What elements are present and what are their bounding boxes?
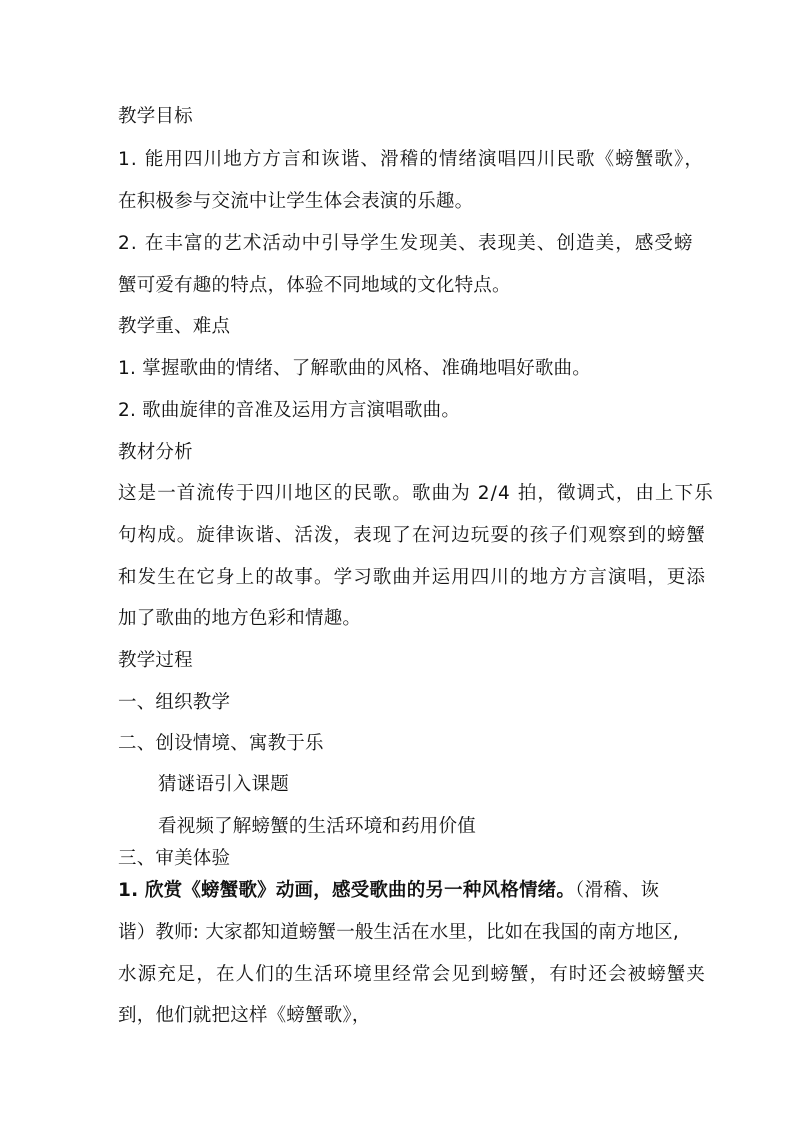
process-step-2: 二、创设情境、寓教于乐: [118, 733, 324, 754]
experience-line-1: [118, 878, 678, 904]
process-step-3: 三、审美体验: [118, 848, 231, 869]
analysis-line-3: 和发生在它身上的故事。学习歌曲并运用四川的地方方言演唱，更添: [118, 567, 707, 588]
heading-material-analysis: 教材分析: [118, 442, 193, 463]
heading-key-points: 教学重、难点: [118, 316, 231, 337]
process-step-1: 一、组织教学: [118, 692, 231, 713]
process-step-2-sub-2: 看视频了解螃蟹的生活环境和药用价值: [158, 816, 476, 837]
heading-teaching-objectives: 教学目标: [118, 106, 193, 127]
analysis-line-1: 这是一首流传于四川地区的民歌。歌曲为 2/4 拍，徵调式，由上下乐: [118, 483, 714, 504]
experience-line-2: 谐）教师: 大家都知道螃蟹一般生活在水里，比如在我国的南方地区,: [118, 922, 679, 943]
key-point-2: 2. 歌曲旋律的音准及运用方言演唱歌曲。: [118, 400, 461, 421]
key-point-1: 1. 掌握歌曲的情绪、了解歌曲的风格、准确地唱好歌曲。: [118, 358, 591, 379]
analysis-line-2: 句构成。旋律诙谐、活泼，表现了在河边玩耍的孩子们观察到的螃蟹: [118, 525, 707, 546]
experience-line-1-rest: （滑稽、诙: [575, 880, 660, 901]
experience-line-3: 水源充足，在人们的生活环境里经常会见到螃蟹，有时还会被螃蟹夹: [118, 964, 707, 985]
process-step-2-sub-1: 猜谜语引入课题: [158, 774, 289, 795]
heading-teaching-process: 教学过程: [118, 650, 193, 671]
objective-2-line-2: 蟹可爱有趣的特点，体验不同地域的文化特点。: [118, 275, 511, 296]
objective-2-line-1: 2. 在丰富的艺术活动中引导学生发现美、表现美、创造美，感受螃: [118, 233, 694, 254]
experience-line-1-bold: 1. 欣赏《螃蟹歌》动画，感受歌曲的另一种风格情绪。: [118, 880, 576, 901]
analysis-line-4: 加了歌曲的地方色彩和情趣。: [118, 608, 362, 629]
objective-1-line-2: 在积极参与交流中让学生体会表演的乐趣。: [118, 191, 474, 212]
objective-1-line-1: 1. 能用四川地方方言和诙谐、滑稽的情绪演唱四川民歌《螃蟹歌》，: [118, 149, 704, 170]
experience-line-4: 到，他们就把这样《螃蟹歌》，: [118, 1005, 371, 1026]
